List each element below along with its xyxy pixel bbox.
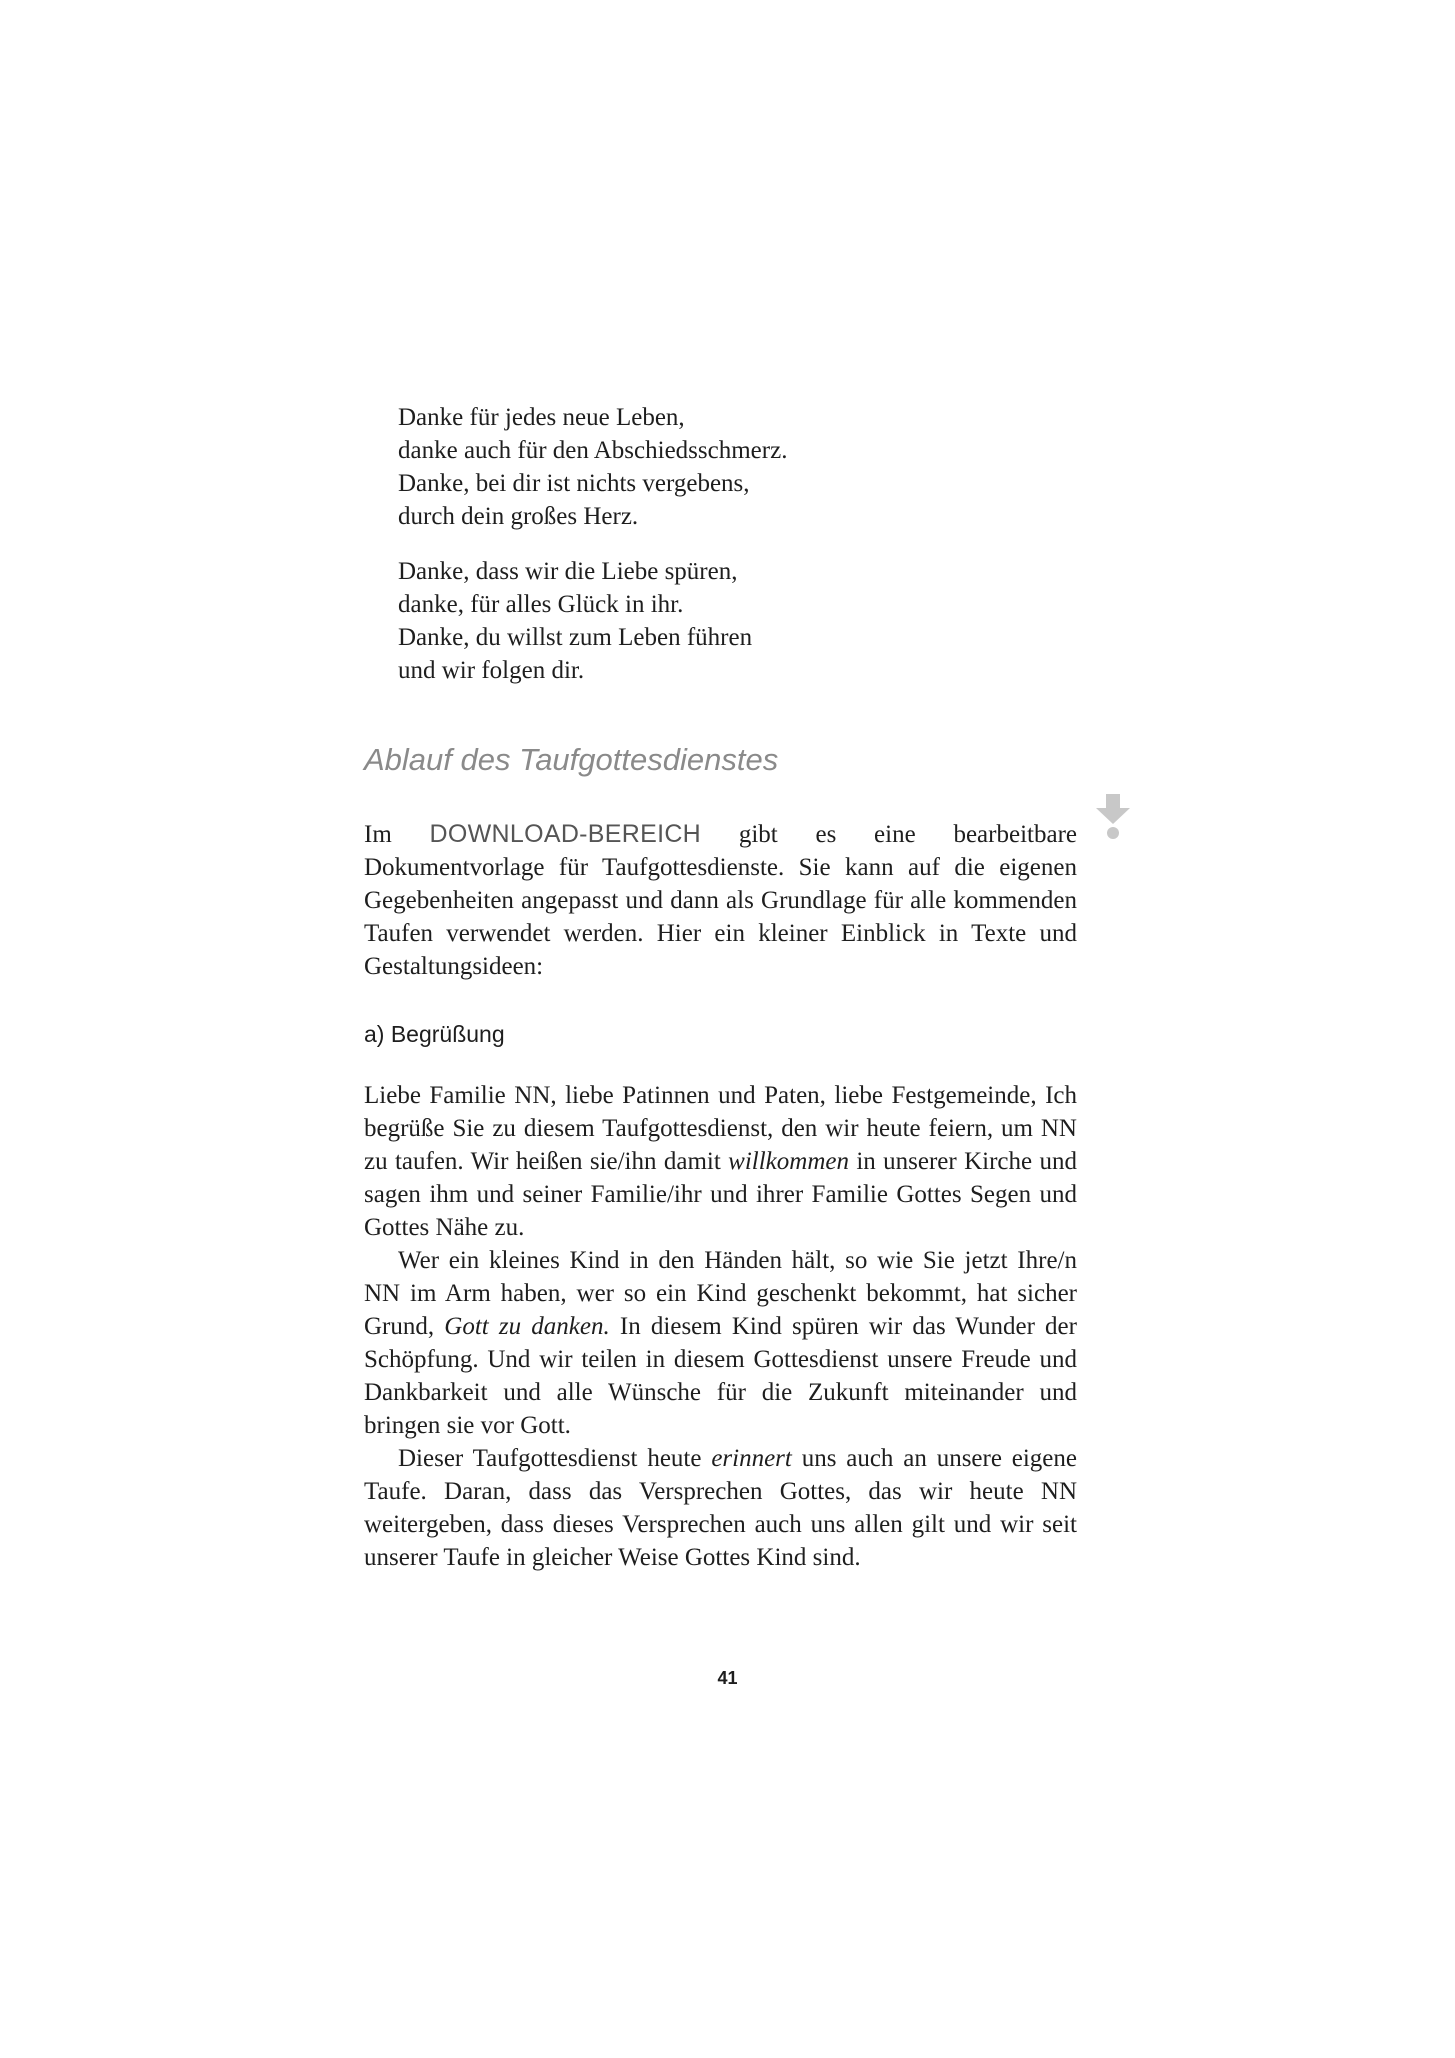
text-run: Wer ein kleines Kind in den Händen hält, so wie Sie jetzt Ihre/n NN im Arm haben, wer so ein Kind geschenkt bekommt, hat sicher Grund, xyxy=(364,1247,1077,1340)
greeting-paragraph-1 xyxy=(364,1079,1077,1244)
text-run: Dieser Taufgottesdienst heute xyxy=(398,1445,712,1472)
page-number: 41 xyxy=(717,1668,738,1688)
verse-line: Danke, du willst zum Leben führen xyxy=(398,624,753,651)
emphasis: erinnert xyxy=(711,1445,792,1472)
subsection-heading: a) Begrüßung xyxy=(364,1021,505,1047)
section-title: Ablauf des Taufgottesdienstes xyxy=(364,742,779,777)
text-run: uns auch an unsere eigene Taufe. Daran, dass das Versprechen Gottes, das wir heute NN weitergeben, dass dieses Versprechen auch uns allen gilt und wir seit unserer Taufe in gleicher Weise Gottes Kind sind. xyxy=(364,1445,1077,1571)
emphasis: Gott zu danken. xyxy=(444,1313,610,1340)
verse-line: danke, für alles Glück in ihr. xyxy=(398,591,684,618)
intro-prefix: Im xyxy=(364,821,430,848)
greeting-text xyxy=(364,1079,1077,1574)
text-run: Liebe Familie NN, liebe Patinnen und Paten, liebe Festgemeinde, Ich begrüße Sie zu diesem Taufgottesdienst, den wir heute feiern, um NN zu taufen. Wir heißen sie/ihn damit xyxy=(364,1082,1077,1175)
verse-line: Danke, bei dir ist nichts vergebens, xyxy=(398,470,750,497)
verse-line: Danke, dass wir die Liebe spüren, xyxy=(398,558,738,585)
intro-rest: gibt es eine bearbeitbare Dokumentvorlage für Taufgottesdienste. Sie kann auf die eigenen Gegebenheiten angepasst und dann als Grundlage für alle kommenden Taufen verwendet werden. Hier ein kleiner Einblick in Texte und Gestaltungsideen: xyxy=(364,821,1077,980)
verse-line: Danke für jedes neue Leben, xyxy=(398,404,685,431)
text-run: In diesem Kind spüren wir das Wunder der Schöpfung. Und wir teilen in diesem Gottesdienst unsere Freude und Dankbarkeit und alle Wünsche für die Zukunft miteinander und bringen sie vor Gott. xyxy=(364,1313,1077,1439)
song-verse-1 xyxy=(398,401,918,533)
greeting-paragraph-3 xyxy=(364,1442,1077,1574)
song-verse-2 xyxy=(398,555,918,687)
greeting-paragraph-2 xyxy=(364,1244,1077,1442)
text-run: in unserer Kirche und sagen ihm und seiner Familie/ihr und ihrer Familie Gottes Segen und Gottes Nähe zu. xyxy=(364,1148,1077,1241)
verse-line: danke auch für den Abschiedsschmerz. xyxy=(398,437,788,464)
verse-line: und wir folgen dir. xyxy=(398,657,585,684)
intro-paragraph xyxy=(364,818,1077,983)
download-arrow-icon xyxy=(1096,794,1130,840)
emphasis: willkommen xyxy=(728,1148,849,1175)
download-area-link[interactable]: DOWNLOAD-BEREICH xyxy=(429,820,702,848)
verse-line: durch dein großes Herz. xyxy=(398,503,639,530)
